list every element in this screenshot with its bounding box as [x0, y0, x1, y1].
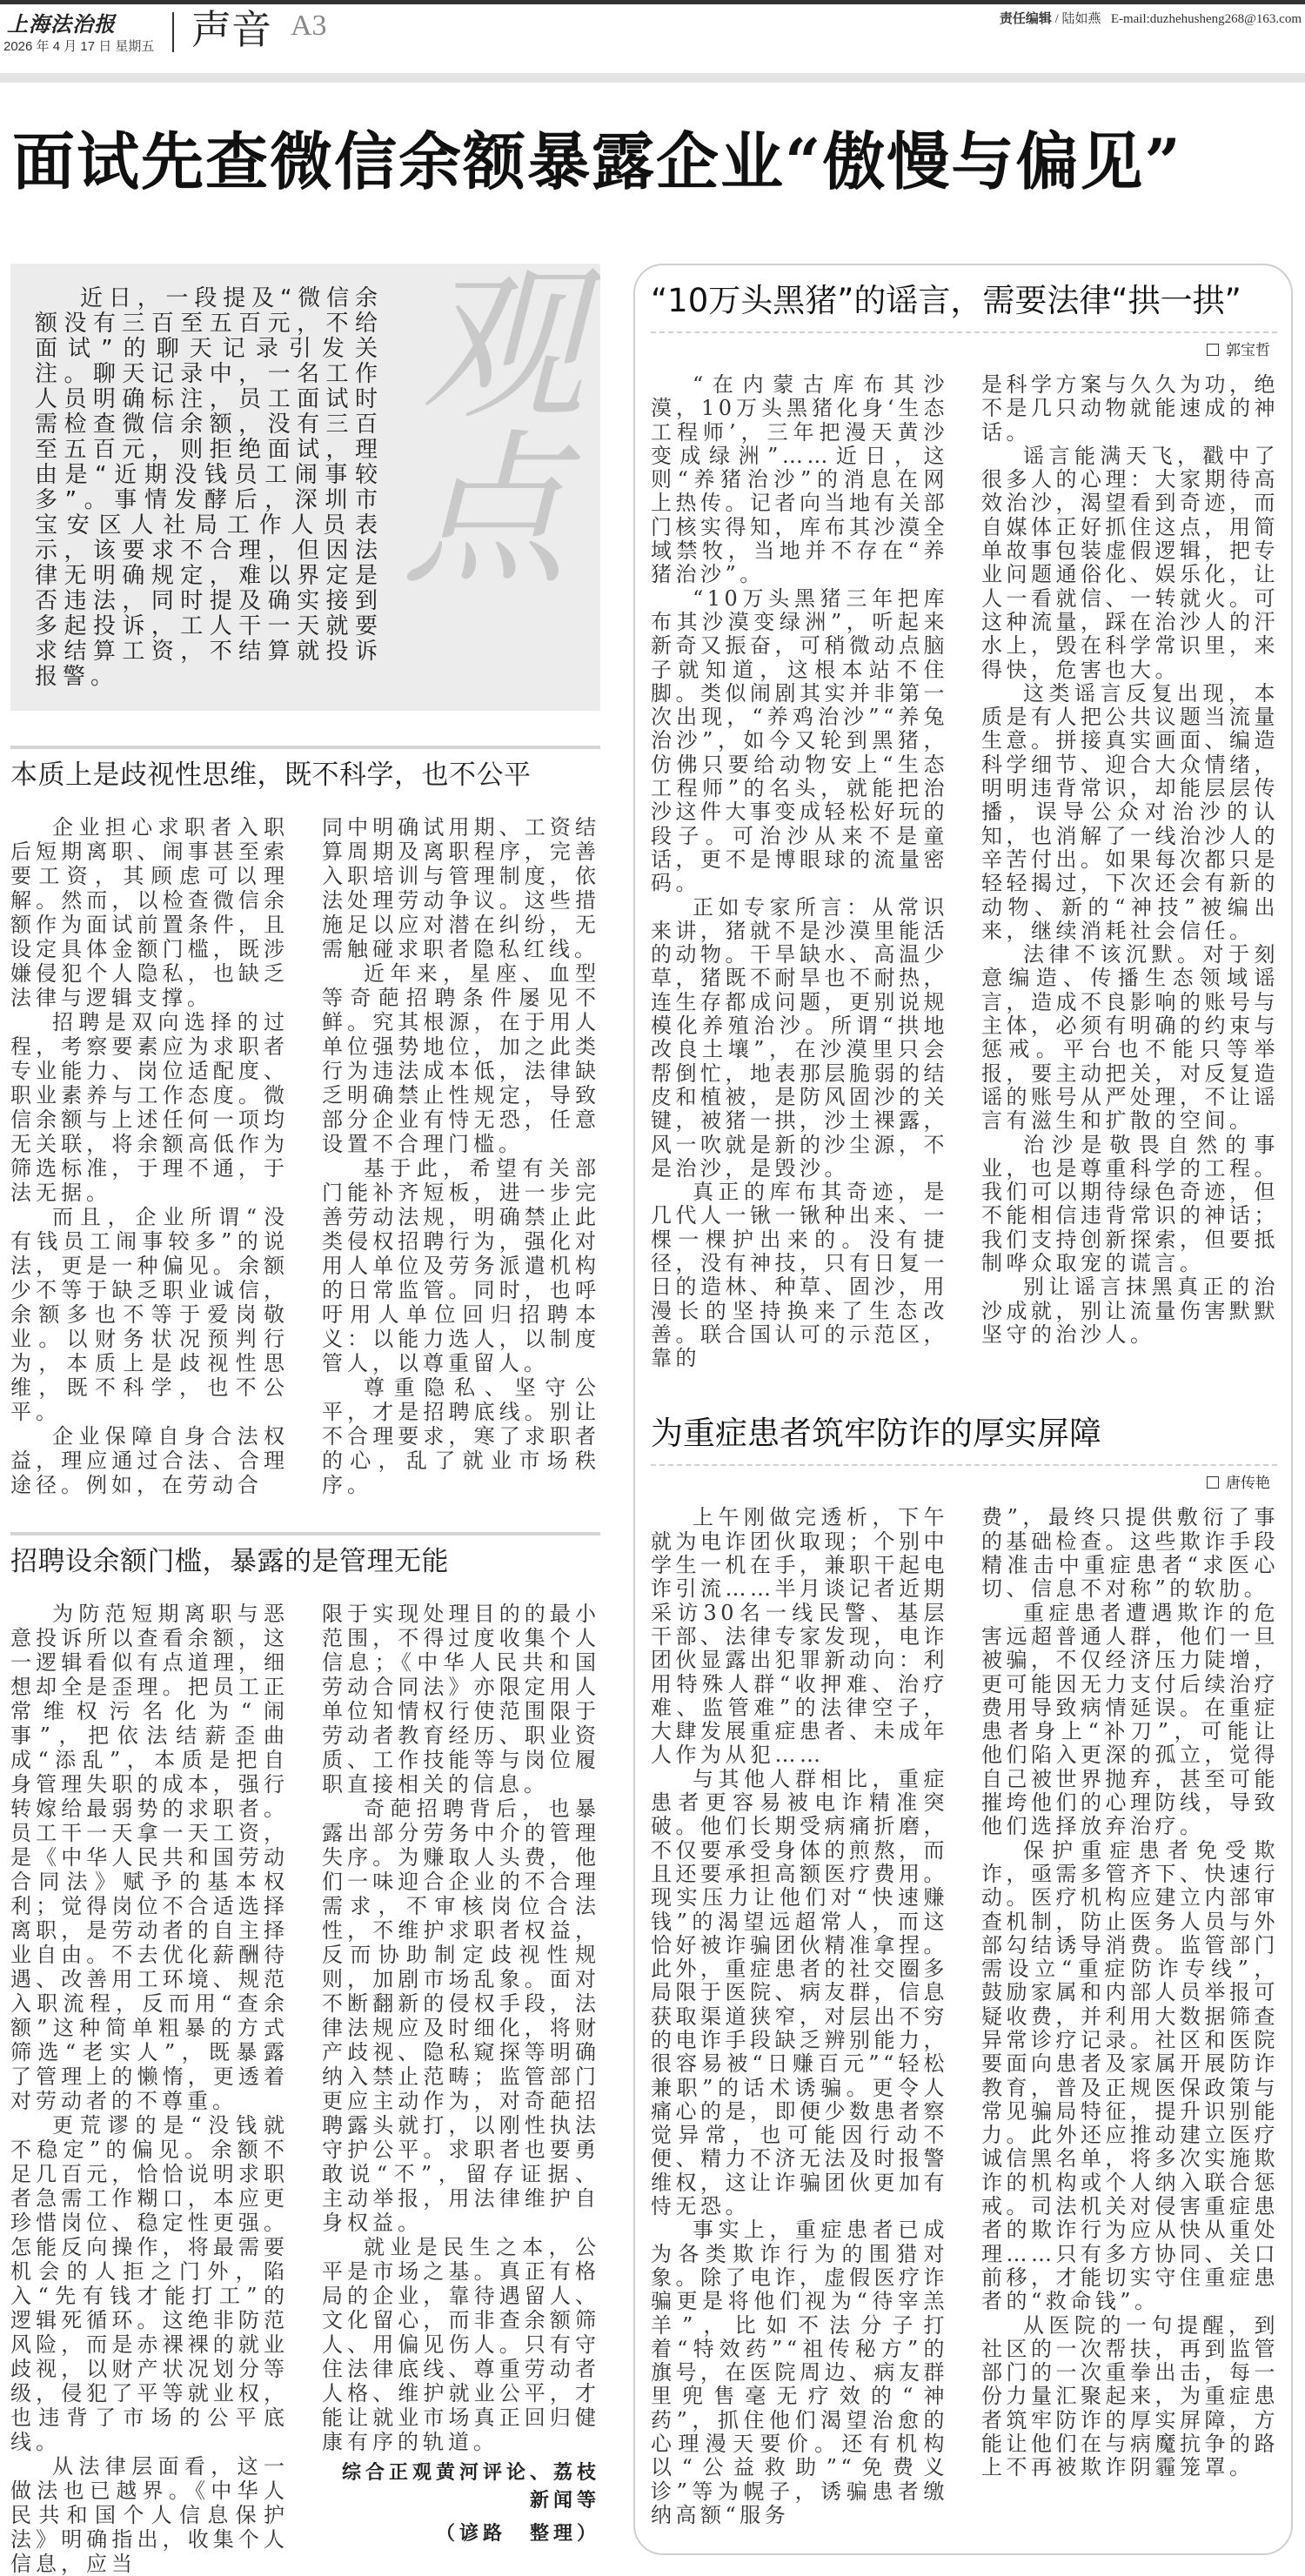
- newspaper-logo: 上海法治报: [7, 11, 116, 37]
- paragraph: 是科学方案与久久为功，绝不是几只动物就能速成的神话。: [981, 372, 1279, 445]
- section-name: 声音: [191, 7, 271, 52]
- editor-label: 责任编辑: [999, 11, 1052, 26]
- paragraph: 这类谣言反复出现，本质是有人把公共议题当流量生意。拼接真实画面、编造科学细节、迎合大众情绪，明明违背常识，却能层层传播，误导公众对治沙的认知，也消解了一线治沙人的辛苦付出。如果每次都只是轻轻揭过，下次还会有新的动物、新的“神技”被编出来，继续消耗社会信任。: [981, 680, 1279, 943]
- paragraph: “10万头黑猪三年把库布其沙漠变绿洲”，听起来新奇又振奋，可稍微动点脑子就知道，这根本站不住脚。类似闹剧其实并非第一次出现，“养鸡治沙”“养兔治沙”，如今又轮到黑猪，仿佛只要给动物安上“生态工程师”的名头，就能把治沙这件大事变成轻松好玩的段子。可治沙从来不是童话，更不是博眼球的流量密码。: [651, 585, 948, 896]
- section-rule: [10, 1532, 600, 1536]
- paragraph: 事实上，重症患者已成为各类欺诈行为的围猎对象。除了电诈，虚假医疗诈骗更是将他们视为“待宰羔羊”，比如不法分子打着“特效药”“祖传秘方”的旗号，在医院周边、病友群里兜售毫无疗效的“神药”，抓住他们渴望治愈的心理漫天要价。还有机构以“公益救助”“免费义诊”等为幌子，诱骗患者缴纳高额“服务: [651, 2218, 948, 2527]
- title-divider: [651, 1464, 1277, 1466]
- editor-info: [1000, 9, 1302, 27]
- opinion-area: [10, 264, 600, 2576]
- paragraph: 同中明确试用期、工资结算周期及离职程序，完善入职培训与管理制度，依法处理劳动争议。这些措施足以应对潜在纠纷，无需触碰求职者隐私红线。: [322, 815, 600, 961]
- author-name: 唐传艳: [1226, 1475, 1270, 1492]
- paragraph: 更荒谬的是“没钱就不稳定”的偏见。余额不足几百元，恰恰说明求职者急需工作糊口，本应更珍惜岗位、稳定性更强。怎能反向操作，将最需要机会的人拒之门外，陷入“先有钱才能打工”的逻辑死循环。这绝非防范风险，而是赤裸裸的就业歧视，以财产状况划分等级，侵犯了平等就业权，也违背了市场的公平底线。: [10, 2113, 289, 2454]
- paragraph: 法律不该沉默。对于刻意编造、传播生态领域谣言，造成不良影响的账号与主体，必须有明确的约束与惩戒。平台也不能只等举报，要主动把关，对反复造谣的账号从严处理，不让谣言有滋生和扩散的空间。: [981, 942, 1279, 1134]
- paragraph: 尊重隐私、坚守公平，才是招聘底线。别让不合理要求，寒了求职者的心，乱了就业市场秩序。: [322, 1375, 600, 1497]
- editor-email[interactable]: E-mail:duzhehusheng268@163.com: [1110, 12, 1302, 26]
- article-2-column-1: [651, 1506, 948, 2527]
- opinion-2-column-1: [10, 1602, 289, 2576]
- opinion-1-columns: [10, 815, 600, 1497]
- top-bar: [0, 0, 1305, 4]
- issue-date: 2026 年 4 月 17 日 星期五: [3, 39, 155, 54]
- paragraph: “在内蒙古库布其沙漠，10万头黑猪化身‘生态工程师’，三年把漫天黄沙变成绿洲”……近日，这则“养猪治沙”的消息在网上热传。记者向当地有关部门核实得知，库布其沙漠全域禁牧，当地并不存在“养猪治沙”。: [651, 372, 948, 587]
- paragraph: 限于实现处理目的的最小范围，不得过度收集个人信息；《中华人民共和国劳动合同法》亦限定用人单位知情权行使范围限于劳动者教育经历、职业资质、工作技能等与岗位履职直接相关的信息。: [322, 1602, 600, 1797]
- watermark-dian: 点: [402, 415, 568, 607]
- paragraph: 真正的库布其奇迹，是几代人一锹一锹种出来、一棵一棵护出来的。没有捷径，没有神技，只有日复一日的造林、种草、固沙，用漫长的坚持换来了生态改善。联合国认可的示范区，靠的: [651, 1180, 948, 1371]
- section-rule: [10, 746, 600, 749]
- byline-square-icon: [1207, 1476, 1219, 1489]
- opinion-heading: 招聘设余额门槛，暴露的是管理无能: [10, 1546, 449, 1577]
- article-1-columns: [651, 373, 1277, 1370]
- opinion-heading: 本质上是歧视性思维，既不科学，也不公平: [10, 759, 532, 791]
- page-headline: 面试先查微信余额暴露企业“傲慢与偏见”: [12, 124, 1182, 198]
- opinion-2-columns: [10, 1602, 600, 2576]
- page-number: A3: [291, 10, 327, 42]
- watermark-guan: 观: [419, 264, 586, 442]
- opinion-2-column-2: [322, 1602, 600, 2454]
- commentary-box: [633, 264, 1293, 2555]
- intro-box: [10, 264, 600, 711]
- paragraph: 正如专家所言：从常识来讲，猪就不是沙漠里能活的动物。干旱缺水、高温少草，猪既不耐旱也不耐热，连生存都成问题，更别说规模化养殖治沙。所谓“拱地改良土壤”，在沙漠里只会帮倒忙，地表那层脆弱的结皮和植被，是防风固沙的关键，被猪一拱，沙土裸露，风一吹就是新的沙尘源，不是治沙，是毁沙。: [651, 894, 948, 1181]
- paragraph: 别让谣言抹黑真正的治沙成就，别让流量伤害默默坚守的治沙人。: [981, 1275, 1279, 1347]
- paragraph: 保护重症患者免受欺诈，亟需多管齐下、快速行动。医疗机构应建立内部审查机制，防止医务人员与外部勾结诱导消费。监管部门需设立“重症防诈专线”，鼓励家属和内部人员举报可疑收费，并利用大数据筛查异常诊疗记录。社区和医院要面向患者及家属开展防诈教育，普及正规医保政策与常见骗局特征，提升识别能力。此外还应推动建立医疗诚信黑名单，将多次实施欺诈的机构或个人纳入联合惩戒。司法机关对侵害重症患者的欺诈行为应从快从重处理……只有多方协同、关口前移，才能切实守住重症患者的“救命钱”。: [981, 1837, 1279, 2314]
- article-1-column-2: [981, 373, 1279, 1347]
- paragraph: 与其他人群相比，重症患者更容易被电诈精准突破。他们长期受病痛折磨，不仅要承受身体的煎熬，而且还要承担高额医疗费用。现实压力让他们对“快速赚钱”的渴望远超常人，而这恰好被诈骗团伙精准拿捏。此外，重症患者的社交圈多局限于医院、病友群，信息获取渠道狭窄，对层出不穷的电诈手段缺乏辨别能力，很容易被“日赚百元”“轻松兼职”的话术诱骗。更令人痛心的是，即便少数患者察觉异常，也可能因行动不便、精力不济无法及时报警维权，这让诈骗团伙更加有恃无恐。: [651, 1766, 948, 2219]
- opinion-1-column-2: [322, 815, 600, 1497]
- paragraph: 从法律层面看，这一做法也已越界。《中华人民共和国个人信息保护法》明确指出，收集个人信息，应当: [10, 2454, 289, 2576]
- paragraph: 奇葩招聘背后，也暴露出部分劳务中介的管理失序。为赚取人头费，他们一味迎合企业的不合理需求，不审核岗位合法性，不维护求职者权益，反而协助制定歧视性规则，加剧市场乱象。面对不断翻新的侵权手段，法律法规应及时细化，将财产歧视、隐私窥探等明确纳入禁止范畴；监管部门更应主动作为，对奇葩招聘露头就打，以刚性执法守护公平。求职者也要勇敢说“不”，留存证据、主动举报，用法律维护自身权益。: [322, 1797, 600, 2235]
- article-byline: [651, 1473, 1270, 1494]
- paragraph: 治沙是敬畏自然的事业，也是尊重科学的工程。我们可以期待绿色奇迹，但不能相信违背常识的神话；我们支持创新探索，但要抵制哗众取宠的谎言。: [981, 1132, 1279, 1275]
- editor-credit: （谚路 整理）: [435, 2523, 600, 2545]
- paragraph: 而且，企业所谓“没有钱员工闹事较多”的说法，更是一种偏见。余额少不等于缺乏职业诚信，余额多也不等于爱岗敬业。以财务状况预判行为，本质上是歧视性思维，既不科学，也不公平。: [10, 1205, 289, 1424]
- article-title: “10万头黑猪”的谣言，需要法律“拱一拱”: [651, 282, 1241, 319]
- editor-name: / 陆如燕: [1051, 12, 1101, 26]
- paragraph: 上午刚做完透析，下午就为电诈团伙取现；个别中学生一机在手，兼职干起电诈引流……半月谈记者近期采访30名一线民警、基层干部、法律专家发现，电诈团伙显露出犯罪新动向：利用特殊人群“收押难、治疗难、监管难”的法律空子，大肆发展重症患者、未成年人作为从犯……: [651, 1505, 948, 1768]
- author-name: 郭宝哲: [1226, 342, 1270, 358]
- paragraph: 基于此，希望有关部门能补齐短板，进一步完善劳动法规，明确禁止此类侵权招聘行为，强化对用人单位及劳务派遣机构的日常监管。同时，也呼吁用人单位回归招聘本义：以能力选人，以制度管人，以尊重留人。: [322, 1156, 600, 1375]
- article-1-column-1: [651, 373, 948, 1370]
- intro-text: 近日，一段提及“微信余额没有三百至五百元，不给面试”的聊天记录引发关注。聊天记录中，一名工作人员明确标注，员工面试时需检查微信余额，没有三百至五百元，则拒绝面试，理由是“近期没钱员工闹事较多”。事情发酵后，深圳市宝安区人社局工作人员表示，该要求不合理，但因法律无明确规定，难以界定是否违法，同时提及确实接到多起投诉，工人干一天就要求结算工资，不结算就投诉报警。: [35, 285, 383, 690]
- header-divider: [172, 12, 174, 52]
- source-credit: 综合正观黄河评论、荔枝新闻等: [341, 2462, 600, 2512]
- paragraph: 企业担心求职者入职后短期离职、闹事甚至索要工资，其顾虑可以理解。然而，以检查微信余额作为面试前置条件，且设定具体金额门槛，既涉嫌侵犯个人隐私，也缺乏法律与逻辑支撑。: [10, 815, 289, 1010]
- paragraph: 近年来，星座、血型等奇葩招聘条件屡见不鲜。究其根源，在于用人单位强势地位，加之此类行为违法成本低，法律缺乏明确禁止性规定，导致部分企业有恃无恐，任意设置不合理门槛。: [322, 961, 600, 1156]
- paragraph: 就业是民生之本，公平是市场之基。真正有格局的企业，靠待遇留人、文化留心，而非查余额筛人、用偏见伤人。只有守住法律底线、尊重劳动者人格、维护就业公平，才能让就业市场真正回归健康有序的轨道。: [322, 2235, 600, 2454]
- paragraph: 谣言能满天飞，戳中了很多人的心理：大家期待高效治沙，渴望看到奇迹，而自媒体正好抓住这点，用简单故事包装虚假逻辑，把专业问题通俗化、娱乐化，让人一看就信、一转就火。可这种流量，踩在治沙人的汗水上，毁在科学常识里，来得快，危害也大。: [981, 443, 1279, 682]
- paragraph: 从医院的一句提醒，到社区的一次帮扶，再到监管部门的一次重拳出击，每一份力量汇聚起来，为重症患者筑牢防诈的厚实屏障，方能让他们在与病魔抗争的路上不再被欺诈阴霾笼罩。: [981, 2312, 1279, 2480]
- article-byline: [651, 340, 1270, 361]
- article-2-columns: [651, 1506, 1277, 2527]
- paragraph: 费”，最终只提供敷衍了事的基础检查。这些欺诈手段精准击中重症患者“求医心切、信息不对称”的软肋。: [981, 1505, 1279, 1602]
- paragraph: 招聘是双向选择的过程，考察要素应为求职者专业能力、岗位适配度、职业素养与工作态度。微信余额与上述任何一项均无关联，将余额高低作为筛选标准，于理不通，于法无据。: [10, 1010, 289, 1205]
- paragraph: 重症患者遭遇欺诈的危害远超普通人群，他们一旦被骗，不仅经济压力陡增，更可能因无力支付后续治疗费用导致病情延误。在重症患者身上“补刀”，可能让他们陷入更深的孤立，觉得自己被世界抛弃，甚至可能摧垮他们的心理防线，导致他们选择放弃治疗。: [981, 1600, 1279, 1839]
- paragraph: 企业保障自身合法权益，理应通过合法、合理途径。例如，在劳动合: [10, 1424, 289, 1497]
- article-2-column-2: [981, 1506, 1279, 2479]
- byline-square-icon: [1207, 344, 1219, 356]
- opinion-1-column-1: [10, 815, 289, 1497]
- paragraph: 为防范短期离职与恶意投诉所以查看余额，这一逻辑看似有点道理，细想却全是歪理。把员工正常维权污名化为“闹事”，把依法结薪歪曲成“添乱”，本质是把自身管理失职的成本，强行转嫁给最弱势的求职者。员工干一天拿一天工资，是《中华人民共和国劳动合同法》赋予的基本权利；觉得岗位不合适选择离职，是劳动者的自主择业自由。不去优化薪酬待遇、改善用工环境、规范入职流程，反而用“查余额”这种简单粗暴的方式筛选“老实人”，既暴露了管理上的懒惰，更透着对劳动者的不尊重。: [10, 1602, 289, 2113]
- header-band: [0, 73, 1305, 83]
- opinion-2-column-2-wrap: [322, 1602, 600, 2548]
- article-title: 为重症患者筑牢防诈的厚实屏障: [651, 1415, 1101, 1453]
- title-divider: [651, 331, 1277, 333]
